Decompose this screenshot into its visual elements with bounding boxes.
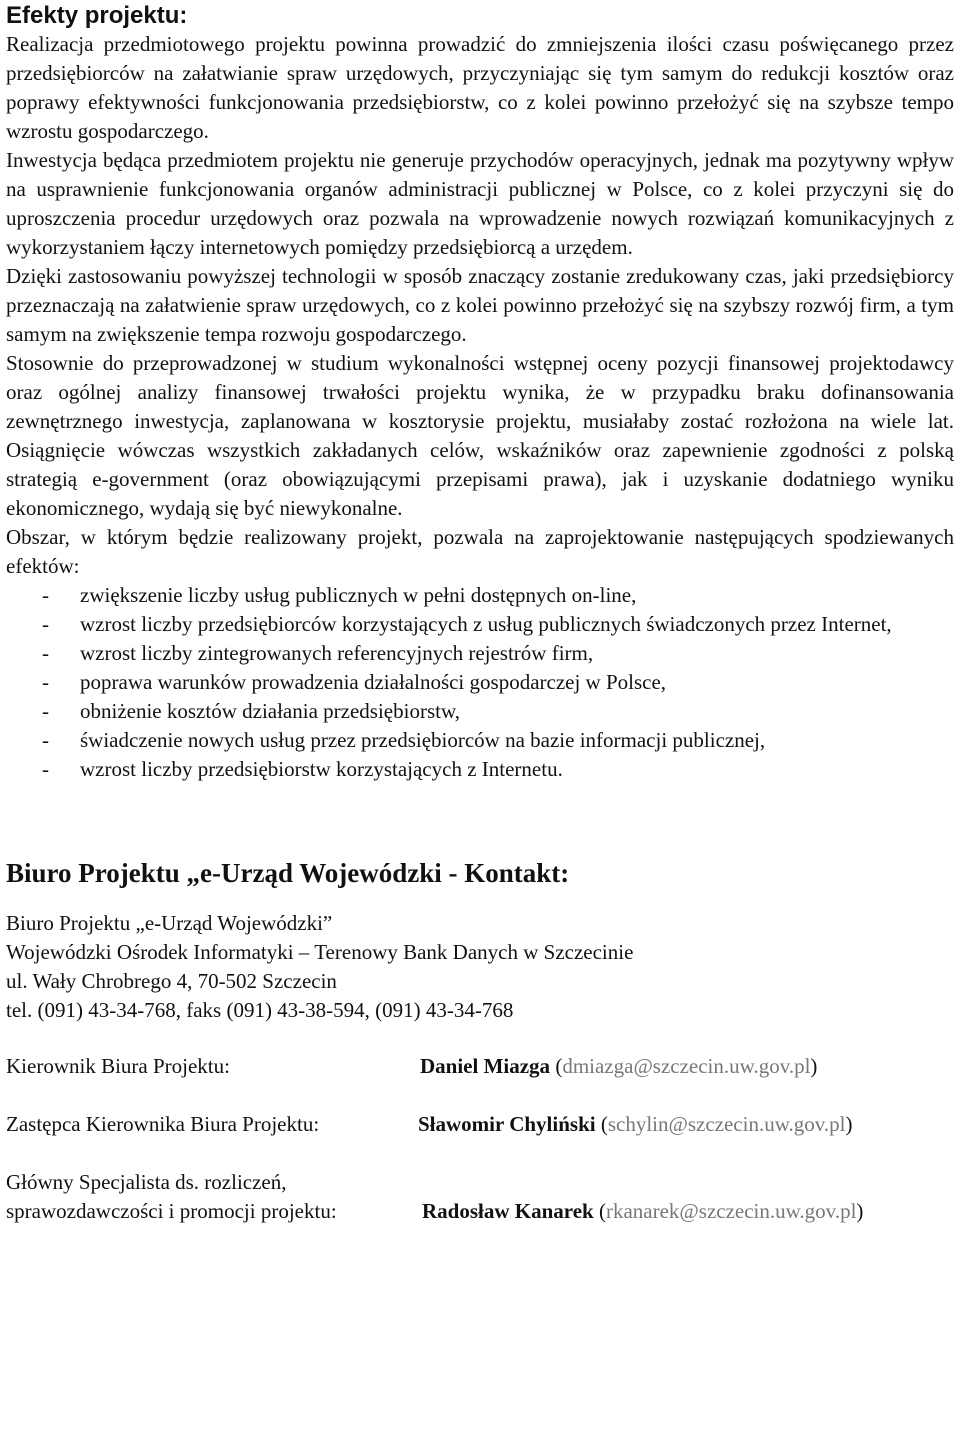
- dash-bullet: -: [42, 583, 49, 607]
- list-item-text: wzrost liczby przedsiębiorców korzystających z usług publicznych świadczonych przez Internet,: [80, 612, 892, 636]
- list-item: [6, 755, 954, 784]
- list-item: [6, 581, 954, 610]
- document-page: [6, 0, 954, 1226]
- list-item-text: świadczenie nowych usług przez przedsiębiorców na bazie informacji publicznej,: [80, 728, 766, 752]
- contact-person-specialist: [6, 1168, 954, 1226]
- street-address: ul. Wały Chrobrego 4, 70-502 Szczecin: [6, 969, 337, 993]
- list-item-text: obniżenie kosztów działania przedsiębiorstw,: [80, 699, 461, 723]
- paragraph-investment: Inwestycja będąca przedmiotem projektu nie generuje przychodów operacyjnych, jednak ma pozytywny wpływ na usprawnienie funkcjonowania organów administracji publicznej w Polsce, co z kolei przyczyni się do uproszczenia procedur urzędowych oraz pozwala na wprowadzenie nowych rozwiązań komunikacyjnych z wykorzystaniem łączy internetowych pomiędzy przedsiębiorcą a urzędem.: [6, 148, 954, 259]
- person-contact: Sławomir Chyliński (schylin@szczecin.uw.gov.pl): [418, 1112, 853, 1136]
- person-role-line1: Główny Specjalista ds. rozliczeń,: [6, 1170, 287, 1194]
- person-name: Daniel Miazga: [420, 1054, 551, 1078]
- list-item-text: wzrost liczby przedsiębiorstw korzystających z Internetu.: [80, 757, 563, 781]
- office-name: Biuro Projektu „e-Urząd Wojewódzki”: [6, 911, 333, 935]
- contact-person-manager: [6, 1052, 954, 1081]
- list-item: [6, 610, 954, 639]
- list-item: [6, 726, 954, 755]
- dash-bullet: -: [42, 612, 49, 636]
- person-contact: Radosław Kanarek (rkanarek@szczecin.uw.gov.pl): [422, 1199, 864, 1223]
- dash-bullet: -: [42, 641, 49, 665]
- list-item-text: zwiększenie liczby usług publicznych w pełni dostępnych on-line,: [80, 583, 637, 607]
- dash-bullet: -: [42, 728, 49, 752]
- contact-address: [6, 909, 954, 1025]
- list-item-text: poprawa warunków prowadzenia działalności gospodarczej w Polsce,: [80, 670, 667, 694]
- paragraph-efficiency: Realizacja przedmiotowego projektu powinna prowadzić do zmniejszenia ilości czasu poświęcanego przez przedsiębiorców na załatwianie spraw urzędowych, przyczyniając się tym samym do redukcji kosztów oraz poprawy efektywności funkcjonowania przedsiębiorstw, co z kolei powinno przełożyć się na szybsze tempo wzrostu gospodarczego.: [6, 32, 954, 143]
- person-email-link[interactable]: rkanarek@szczecin.uw.gov.pl: [605, 1199, 857, 1223]
- section-heading: Efekty projektu:: [6, 2, 188, 29]
- effects-list: [6, 581, 954, 784]
- person-name: Radosław Kanarek: [422, 1199, 594, 1223]
- contact-people: [6, 1052, 954, 1226]
- phone-numbers: tel. (091) 43-34-768, faks (091) 43-38-594, (091) 43-34-768: [6, 998, 514, 1022]
- list-item-text: wzrost liczby zintegrowanych referencyjnych rejestrów firm,: [80, 641, 594, 665]
- institution-name: Wojewódzki Ośrodek Informatyki – Terenowy Bank Danych w Szczecinie: [6, 940, 634, 964]
- dash-bullet: -: [42, 699, 49, 723]
- paragraph-financial: Stosownie do przeprowadzonej w studium wykonalności wstępnej oceny pozycji finansowej projektodawcy oraz ogólnej analizy finansowej trwałości projektu wynika, że w przypadku braku dofinansowania zewnętrznego inwestycja, zaplanowana w kosztorysie projektu, musiałaby zostać rozłożona na wiele lat. Osiągnięcie wówczas wszystkich zakładanych celów, wskaźników oraz zapewnienie zgodności z polską strategią e-government (oraz obowiązującymi przepisami prawa), jak i uzyskanie dodatniego wyniku ekonomicznego, wydają się być niewykonalne.: [6, 351, 954, 520]
- paragraph-technology: Dzięki zastosowaniu powyższej technologii w sposób znaczący zostanie zredukowany czas, jaki przedsiębiorcy przeznaczają na załatwienie spraw urzędowych, co z kolei powinno przełożyć się na szybszy rozwój firm, a tym samym na zwiększenie tempa rozwoju gospodarczego.: [6, 264, 954, 346]
- list-item: [6, 639, 954, 668]
- person-role: Kierownik Biura Projektu:: [6, 1054, 230, 1078]
- dash-bullet: -: [42, 670, 49, 694]
- dash-bullet: -: [42, 757, 49, 781]
- paragraph-expected-effects: Obszar, w którym będzie realizowany projekt, pozwala na zaprojektowanie następujących spodziewanych efektów:: [6, 525, 954, 578]
- contact-heading: Biuro Projektu „e-Urząd Wojewódzki - Kontakt:: [6, 858, 570, 888]
- person-contact: Daniel Miazga (dmiazga@szczecin.uw.gov.pl): [420, 1054, 818, 1078]
- person-role: Zastępca Kierownika Biura Projektu:: [6, 1112, 320, 1136]
- person-name: Sławomir Chyliński: [418, 1112, 596, 1136]
- person-email-link[interactable]: schylin@szczecin.uw.gov.pl: [607, 1112, 846, 1136]
- person-role: sprawozdawczości i promocji projektu:: [6, 1199, 337, 1223]
- person-email-link[interactable]: dmiazga@szczecin.uw.gov.pl: [562, 1054, 811, 1078]
- list-item: [6, 668, 954, 697]
- list-item: [6, 697, 954, 726]
- contact-person-deputy: [6, 1110, 954, 1139]
